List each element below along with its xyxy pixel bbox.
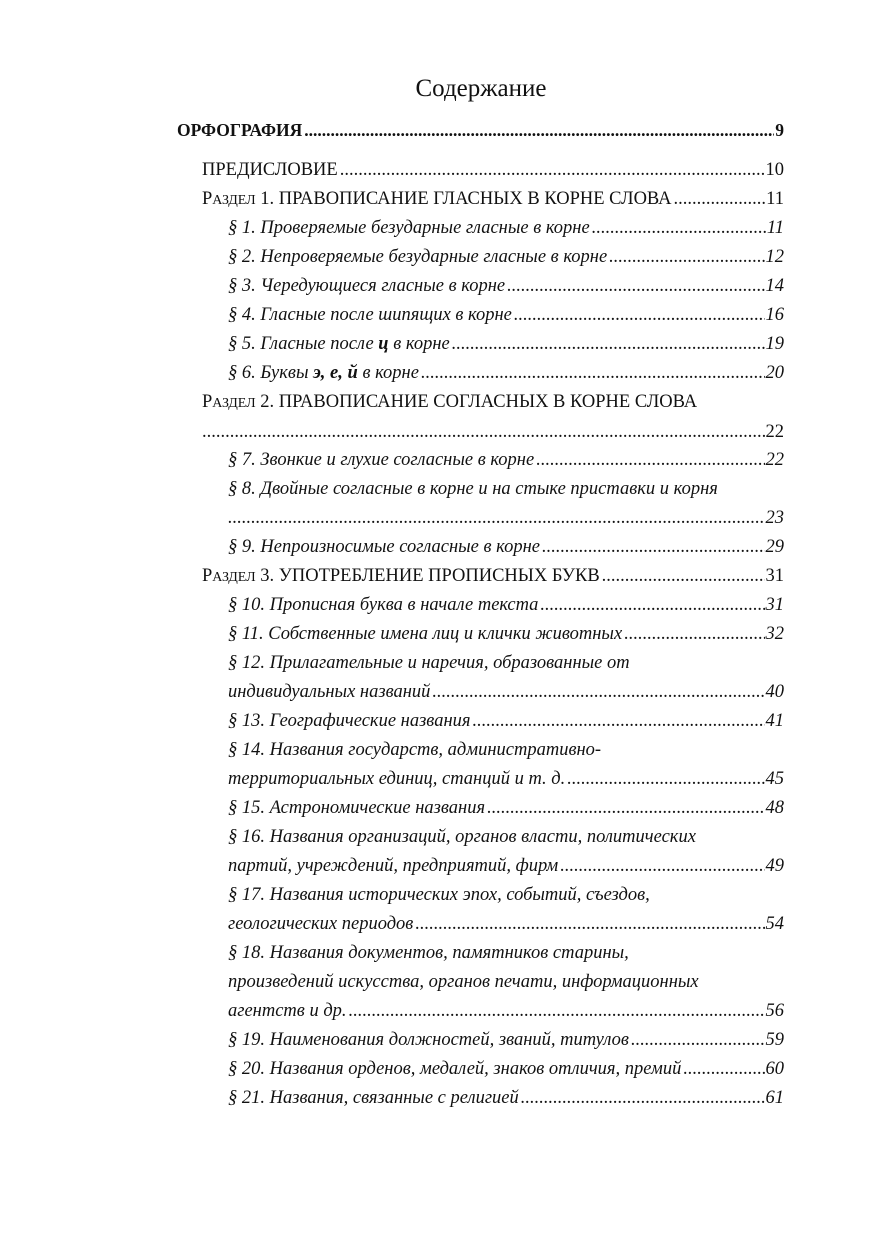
toc-entry-paragraph[interactable]: [228, 533, 784, 562]
toc-entry-label: [228, 359, 419, 388]
toc-page-number: 11: [766, 189, 784, 209]
dot-leader: [602, 562, 765, 591]
toc-entry-paragraph[interactable]: [228, 881, 784, 939]
toc-page-number: 61: [765, 1088, 784, 1108]
toc-entry-label: § 1. Проверяемые безударные гласные в корне: [228, 218, 590, 238]
toc-page-number: 54: [765, 914, 784, 934]
toc-page-number: 19: [765, 334, 784, 354]
toc-entry-paragraph[interactable]: [228, 736, 784, 794]
toc-entry-paragraph[interactable]: [228, 591, 784, 620]
toc-page-number: 29: [765, 537, 784, 557]
toc-page-number: 23: [765, 508, 784, 528]
toc-entry-label: § 16. Названия организаций, органов власти, политических: [228, 827, 696, 847]
toc-entry-paragraph[interactable]: [228, 1055, 784, 1084]
toc-entry-label: § 21. Названия, связанные с религией: [228, 1088, 519, 1108]
toc-entry-paragraph[interactable]: [228, 1026, 784, 1055]
toc-entry-label: [202, 388, 784, 418]
toc-entry-label-continued: агентств и др.: [228, 1001, 347, 1021]
dot-leader: [542, 533, 765, 562]
toc-entry-label: § 8. Двойные согласные в корне и на стыке приставки и корня: [228, 479, 718, 499]
toc-entry-label-continued: геологических периодов: [228, 914, 414, 934]
section-prefix-first: Р: [202, 189, 213, 209]
toc-entry-label-continued: территориальных единиц, станций и т. д.: [228, 769, 566, 789]
label-emphasis: ц: [378, 334, 389, 354]
toc-entry-paragraph[interactable]: [228, 1084, 784, 1113]
toc-entry-section-1[interactable]: [202, 185, 784, 214]
dot-leader: [432, 678, 764, 707]
toc-entry-paragraph[interactable]: [228, 272, 784, 301]
toc-page-number: 40: [765, 682, 784, 702]
toc-entry-paragraph[interactable]: [228, 707, 784, 736]
toc-entry-label: § 12. Прилагательные и наречия, образованные от: [228, 653, 630, 673]
dot-leader: [521, 1084, 765, 1113]
toc-entry-label: [202, 185, 671, 214]
toc-entry-label: § 19. Наименования должностей, званий, титулов: [228, 1030, 629, 1050]
section-prefix-rest: АЗДЕЛ: [212, 396, 256, 411]
toc-page-number: 9: [775, 120, 784, 140]
section-prefix-first: Р: [202, 566, 213, 586]
toc-entry-paragraph[interactable]: [228, 475, 784, 533]
section-title: 1. ПРАВОПИСАНИЕ ГЛАСНЫХ В КОРНЕ СЛОВА: [260, 189, 672, 209]
dot-leader: [507, 272, 764, 301]
toc-entry-label: [202, 562, 600, 591]
section-prefix-rest: АЗДЕЛ: [212, 193, 256, 208]
toc-entry-label: ОРФОГРАФИЯ: [177, 120, 303, 140]
dot-leader: [673, 185, 765, 214]
section-prefix-first: Р: [202, 392, 213, 412]
toc-entry-label: § 14. Названия государств, административно-: [228, 740, 602, 760]
toc-entry-paragraph[interactable]: [228, 330, 784, 359]
toc-entry-label: § 2. Непроверяемые безударные гласные в корне: [228, 247, 608, 267]
toc-entry-paragraph[interactable]: [228, 359, 784, 388]
toc-entry-label: § 4. Гласные после шипящих в корне: [228, 305, 512, 325]
toc-entry-paragraph[interactable]: [228, 301, 784, 330]
toc-entry-paragraph[interactable]: [228, 649, 784, 707]
dot-leader: [567, 765, 764, 794]
toc-entry-section-3[interactable]: [202, 562, 784, 591]
toc-entry-label: § 15. Астрономические названия: [228, 798, 486, 818]
dot-leader: [560, 852, 764, 881]
toc-page-number: 59: [765, 1030, 784, 1050]
toc-page-number: 10: [765, 160, 784, 180]
toc-entry-label-continued: произведений искусства, органов печати, информационных: [228, 972, 699, 992]
toc-entry-label: § 7. Звонкие и глухие согласные в корне: [228, 450, 535, 470]
dot-leader: [536, 446, 764, 475]
label-text: § 5. Гласные после: [228, 334, 379, 354]
toc-page-number: 31: [765, 566, 784, 586]
toc-entry-section-2[interactable]: [202, 388, 784, 446]
toc-entry-paragraph[interactable]: [228, 446, 784, 475]
toc-page-number: 41: [765, 711, 784, 731]
toc-entry-label: § 11. Собственные имена лиц и клички животных: [228, 624, 623, 644]
toc-entry-paragraph[interactable]: [228, 620, 784, 649]
toc-entry-label: § 17. Названия исторических эпох, событий, съездов,: [228, 885, 650, 905]
toc-page-number: 48: [765, 798, 784, 818]
dot-leader: [609, 243, 764, 272]
toc-page-number: 60: [765, 1059, 784, 1079]
dot-leader: [473, 707, 765, 736]
section-title: 2. ПРАВОПИСАНИЕ СОГЛАСНЫХ В КОРНЕ СЛОВА: [260, 392, 698, 412]
toc-page-number: 31: [765, 595, 784, 615]
section-prefix-rest: АЗДЕЛ: [212, 570, 256, 585]
toc-page-number: 14: [765, 276, 784, 296]
toc-entry-label: [228, 330, 450, 359]
page-title: Содержание: [415, 75, 547, 102]
toc-entry-preface[interactable]: [202, 156, 784, 185]
toc-entry-label: § 13. Географические названия: [228, 711, 471, 731]
toc-entry-paragraph[interactable]: [228, 939, 784, 1026]
dot-leader: [202, 418, 765, 446]
toc-entry-label-continued: партий, учреждений, предприятий, фирм: [228, 856, 559, 876]
section-title: 3. УПОТРЕБЛЕНИЕ ПРОПИСНЫХ БУКВ: [260, 566, 600, 586]
dot-leader: [624, 620, 764, 649]
toc-page-number: 56: [765, 1001, 784, 1021]
dot-leader: [592, 214, 766, 243]
dot-leader: [683, 1055, 764, 1084]
dot-leader: [349, 997, 765, 1026]
toc-page-number: 22: [765, 450, 784, 470]
toc-page-number: 22: [765, 422, 784, 442]
toc-page-number: 32: [765, 624, 784, 644]
dot-leader: [487, 794, 764, 823]
label-text: в корне: [357, 363, 419, 383]
toc-page-number: 49: [765, 856, 784, 876]
dot-leader: [228, 504, 765, 533]
label-text: § 6. Буквы: [228, 363, 314, 383]
dot-leader: [304, 116, 774, 145]
dot-leader: [540, 591, 764, 620]
toc-page-number: 45: [765, 769, 784, 789]
label-text: в корне: [388, 334, 450, 354]
dot-leader: [631, 1026, 765, 1055]
toc-entry-label: § 3. Чередующиеся гласные в корне: [228, 276, 506, 296]
toc-entry-paragraph[interactable]: [228, 214, 784, 243]
toc-page-number: 11: [766, 218, 784, 238]
toc-entry-label: § 18. Названия документов, памятников старины,: [228, 943, 629, 963]
toc-page-number: 20: [765, 363, 784, 383]
dot-leader: [340, 156, 765, 185]
toc-entry-label: § 10. Прописная буква в начале текста: [228, 595, 539, 615]
toc-page-number: 12: [765, 247, 784, 267]
toc-page-number: 16: [765, 305, 784, 325]
label-emphasis: э, е, й: [313, 363, 358, 383]
dot-leader: [452, 330, 765, 359]
toc-entry-label-continued: индивидуальных названий: [228, 682, 431, 702]
toc-entry-part[interactable]: [177, 116, 784, 145]
toc-entry-paragraph[interactable]: [228, 823, 784, 881]
toc-entry-paragraph[interactable]: [228, 243, 784, 272]
toc-entry-label: § 9. Непроизносимые согласные в корне: [228, 537, 540, 557]
dot-leader: [415, 910, 764, 939]
dot-leader: [514, 301, 765, 330]
toc-entry-label: ПРЕДИСЛОВИЕ: [202, 160, 338, 180]
dot-leader: [421, 359, 765, 388]
toc-entry-label: § 20. Названия орденов, медалей, знаков отличия, премий: [228, 1059, 682, 1079]
toc-entry-paragraph[interactable]: [228, 794, 784, 823]
